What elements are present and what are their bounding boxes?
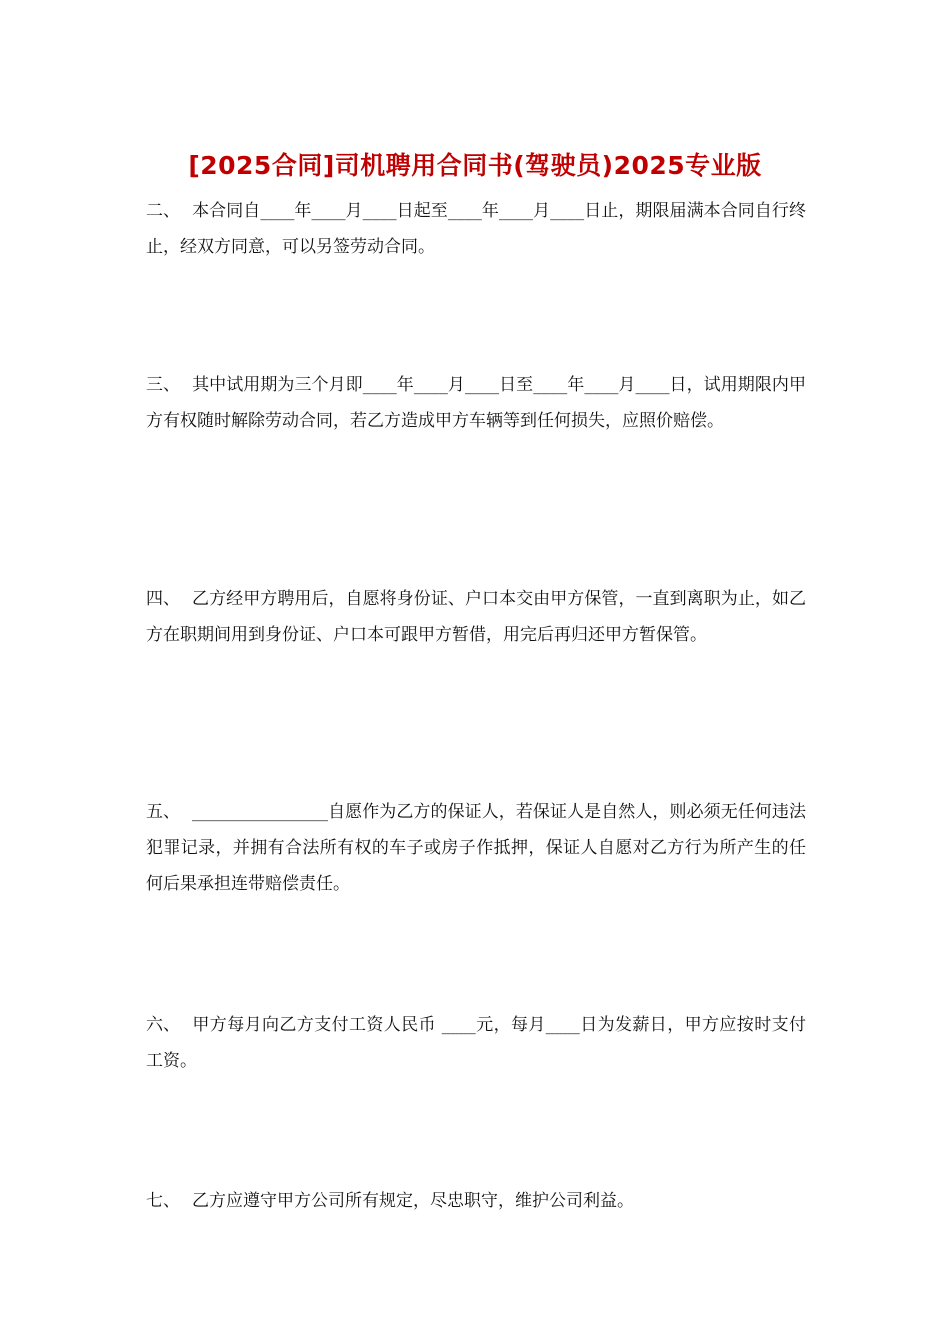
document-title: [2025合同]司机聘用合同书(驾驶员)2025专业版 bbox=[188, 151, 762, 180]
clause-5 bbox=[146, 794, 806, 902]
clause-text: 其中试用期为三个月即____年____月____日至____年____月____日，试用期限内甲方有权随时解除劳动合同，若乙方造成甲方车辆等到任何损失，应照价赔偿。 bbox=[146, 375, 806, 431]
clause-text: ________________自愿作为乙方的保证人，若保证人是自然人，则必须无任何违法犯罪记录，并拥有合法所有权的车子或房子作抵押，保证人自愿对乙方行为所产生的任何后果承担连带赔偿责任。 bbox=[146, 802, 806, 894]
clause-4 bbox=[146, 581, 806, 653]
clause-number: 五、 bbox=[146, 802, 180, 822]
clause-number: 二、 bbox=[146, 201, 180, 221]
clause-number: 七、 bbox=[146, 1191, 180, 1211]
clause-2 bbox=[146, 193, 806, 265]
clause-7 bbox=[146, 1183, 806, 1219]
clause-number: 三、 bbox=[146, 375, 180, 395]
clause-6 bbox=[146, 1007, 806, 1079]
clause-number: 六、 bbox=[146, 1015, 180, 1035]
clause-text: 甲方每月向乙方支付工资人民币 ____元，每月____日为发薪日，甲方应按时支付工资。 bbox=[146, 1015, 806, 1071]
clause-number: 四、 bbox=[146, 589, 180, 609]
clause-text: 本合同自____年____月____日起至____年____月____日止，期限届满本合同自行终止，经双方同意，可以另签劳动合同。 bbox=[146, 201, 806, 257]
clause-text: 乙方应遵守甲方公司所有规定，尽忠职守，维护公司利益。 bbox=[192, 1191, 634, 1211]
clause-3 bbox=[146, 367, 806, 439]
clause-text: 乙方经甲方聘用后，自愿将身份证、户口本交由甲方保管，一直到离职为止，如乙方在职期间用到身份证、户口本可跟甲方暂借，用完后再归还甲方暂保管。 bbox=[146, 589, 806, 645]
